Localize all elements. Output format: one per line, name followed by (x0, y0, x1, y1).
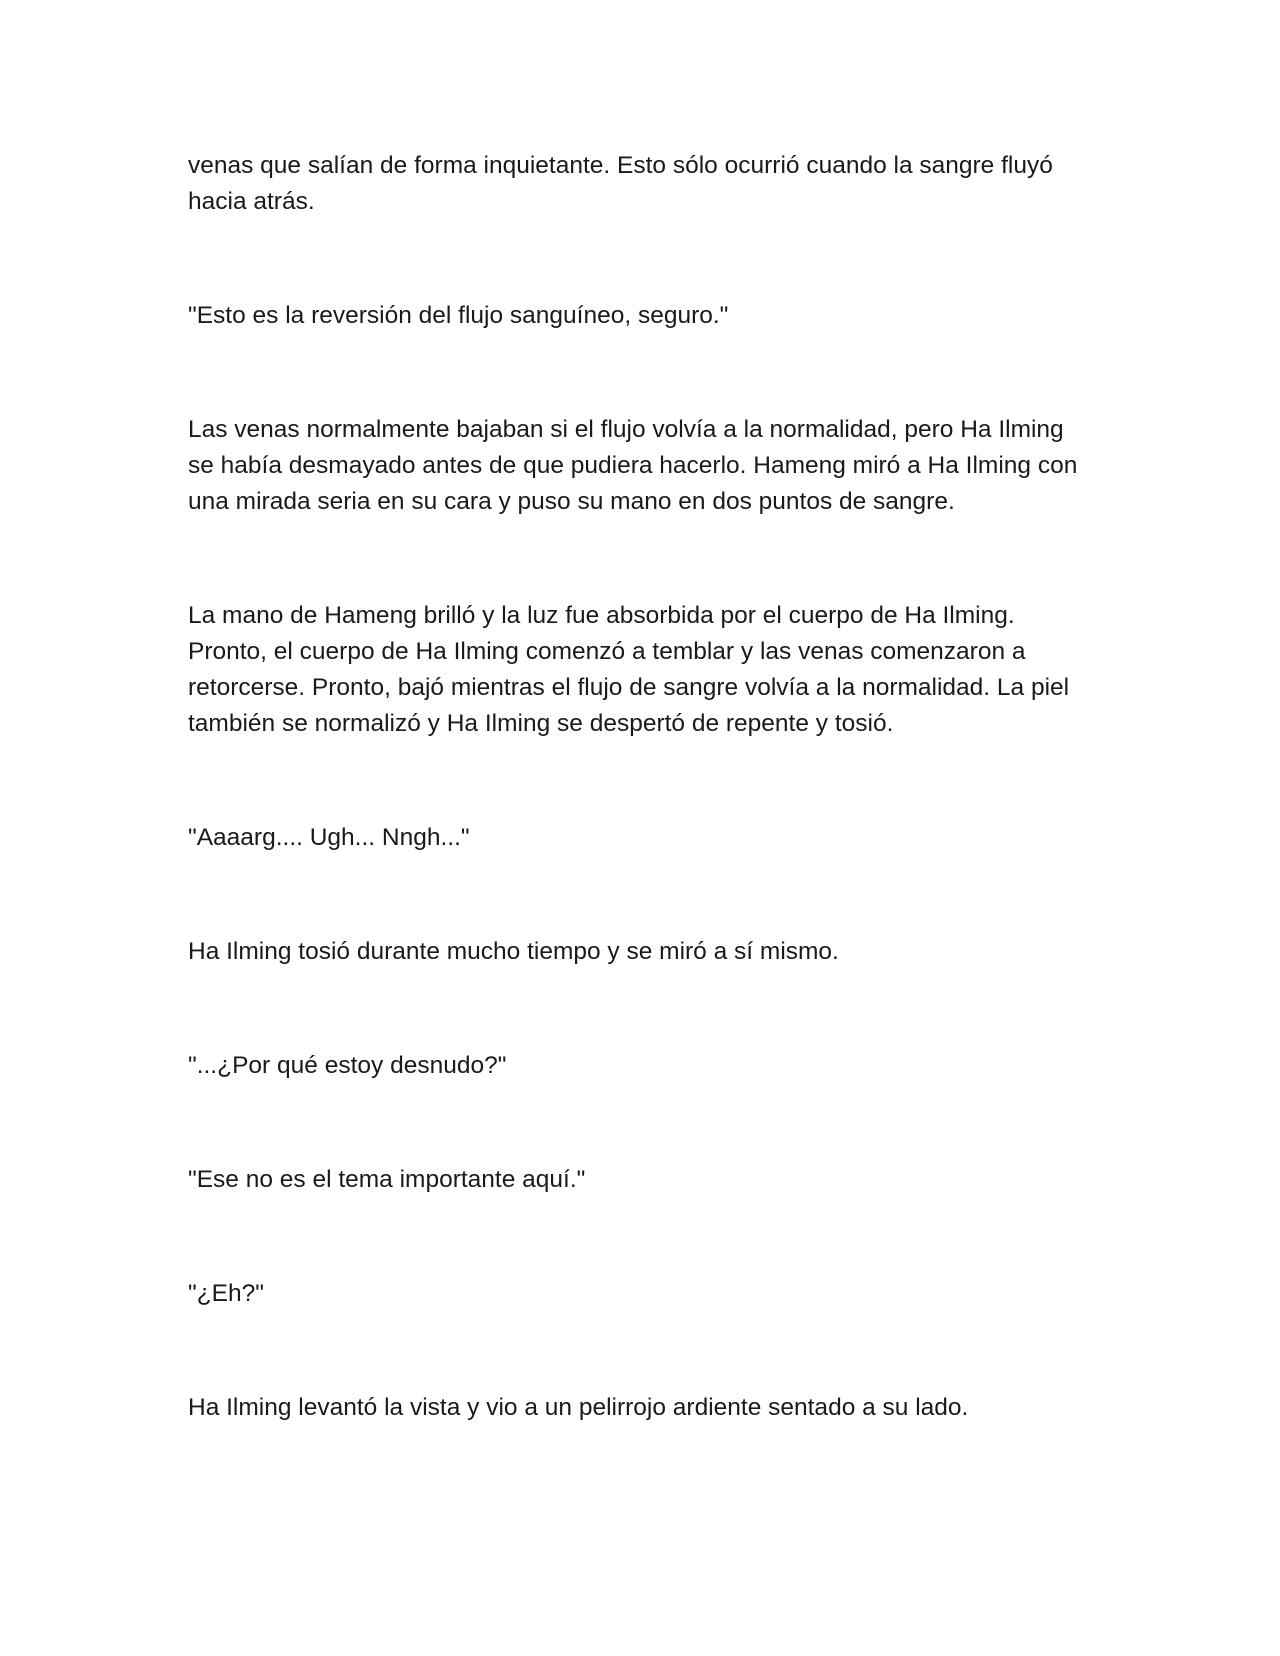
paragraph-8: "Ese no es el tema importante aquí." (188, 1166, 586, 1193)
paragraph-6: Ha Ilming tosió durante mucho tiempo y se miró a sí mismo. (188, 938, 839, 965)
paragraph-7: "...¿Por qué estoy desnudo?" (188, 1052, 507, 1079)
paragraph-9: "¿Eh?" (188, 1280, 264, 1307)
paragraph-2: "Esto es la reversión del flujo sanguíneo, seguro." (188, 302, 729, 329)
paragraph-3: Las venas normalmente bajaban si el flujo volvía a la normalidad, pero Ha Ilming se había desmayado antes de que pudiera hacerlo. Hameng miró a Ha Ilming con una mirada seria en su cara y puso su mano en dos puntos de sangre. (188, 416, 1078, 515)
paragraph-4: La mano de Hameng brilló y la luz fue absorbida por el cuerpo de Ha Ilming. Pronto, el cuerpo de Ha Ilming comenzó a temblar y las venas comenzaron a retorcerse. Pronto, bajó mientras el flujo de sangre volvía a la normalidad. La piel también se normalizó y Ha Ilming se despertó de repente y tosió. (188, 602, 1070, 737)
paragraph-5: "Aaaarg.... Ugh... Nngh..." (188, 824, 470, 851)
paragraph-1: venas que salían de forma inquietante. Esto sólo ocurrió cuando la sangre fluyó hacia atrás. (188, 152, 1053, 215)
document-body (188, 148, 1092, 1426)
paragraph-10: Ha Ilming levantó la vista y vio a un pelirrojo ardiente sentado a su lado. (188, 1394, 969, 1421)
